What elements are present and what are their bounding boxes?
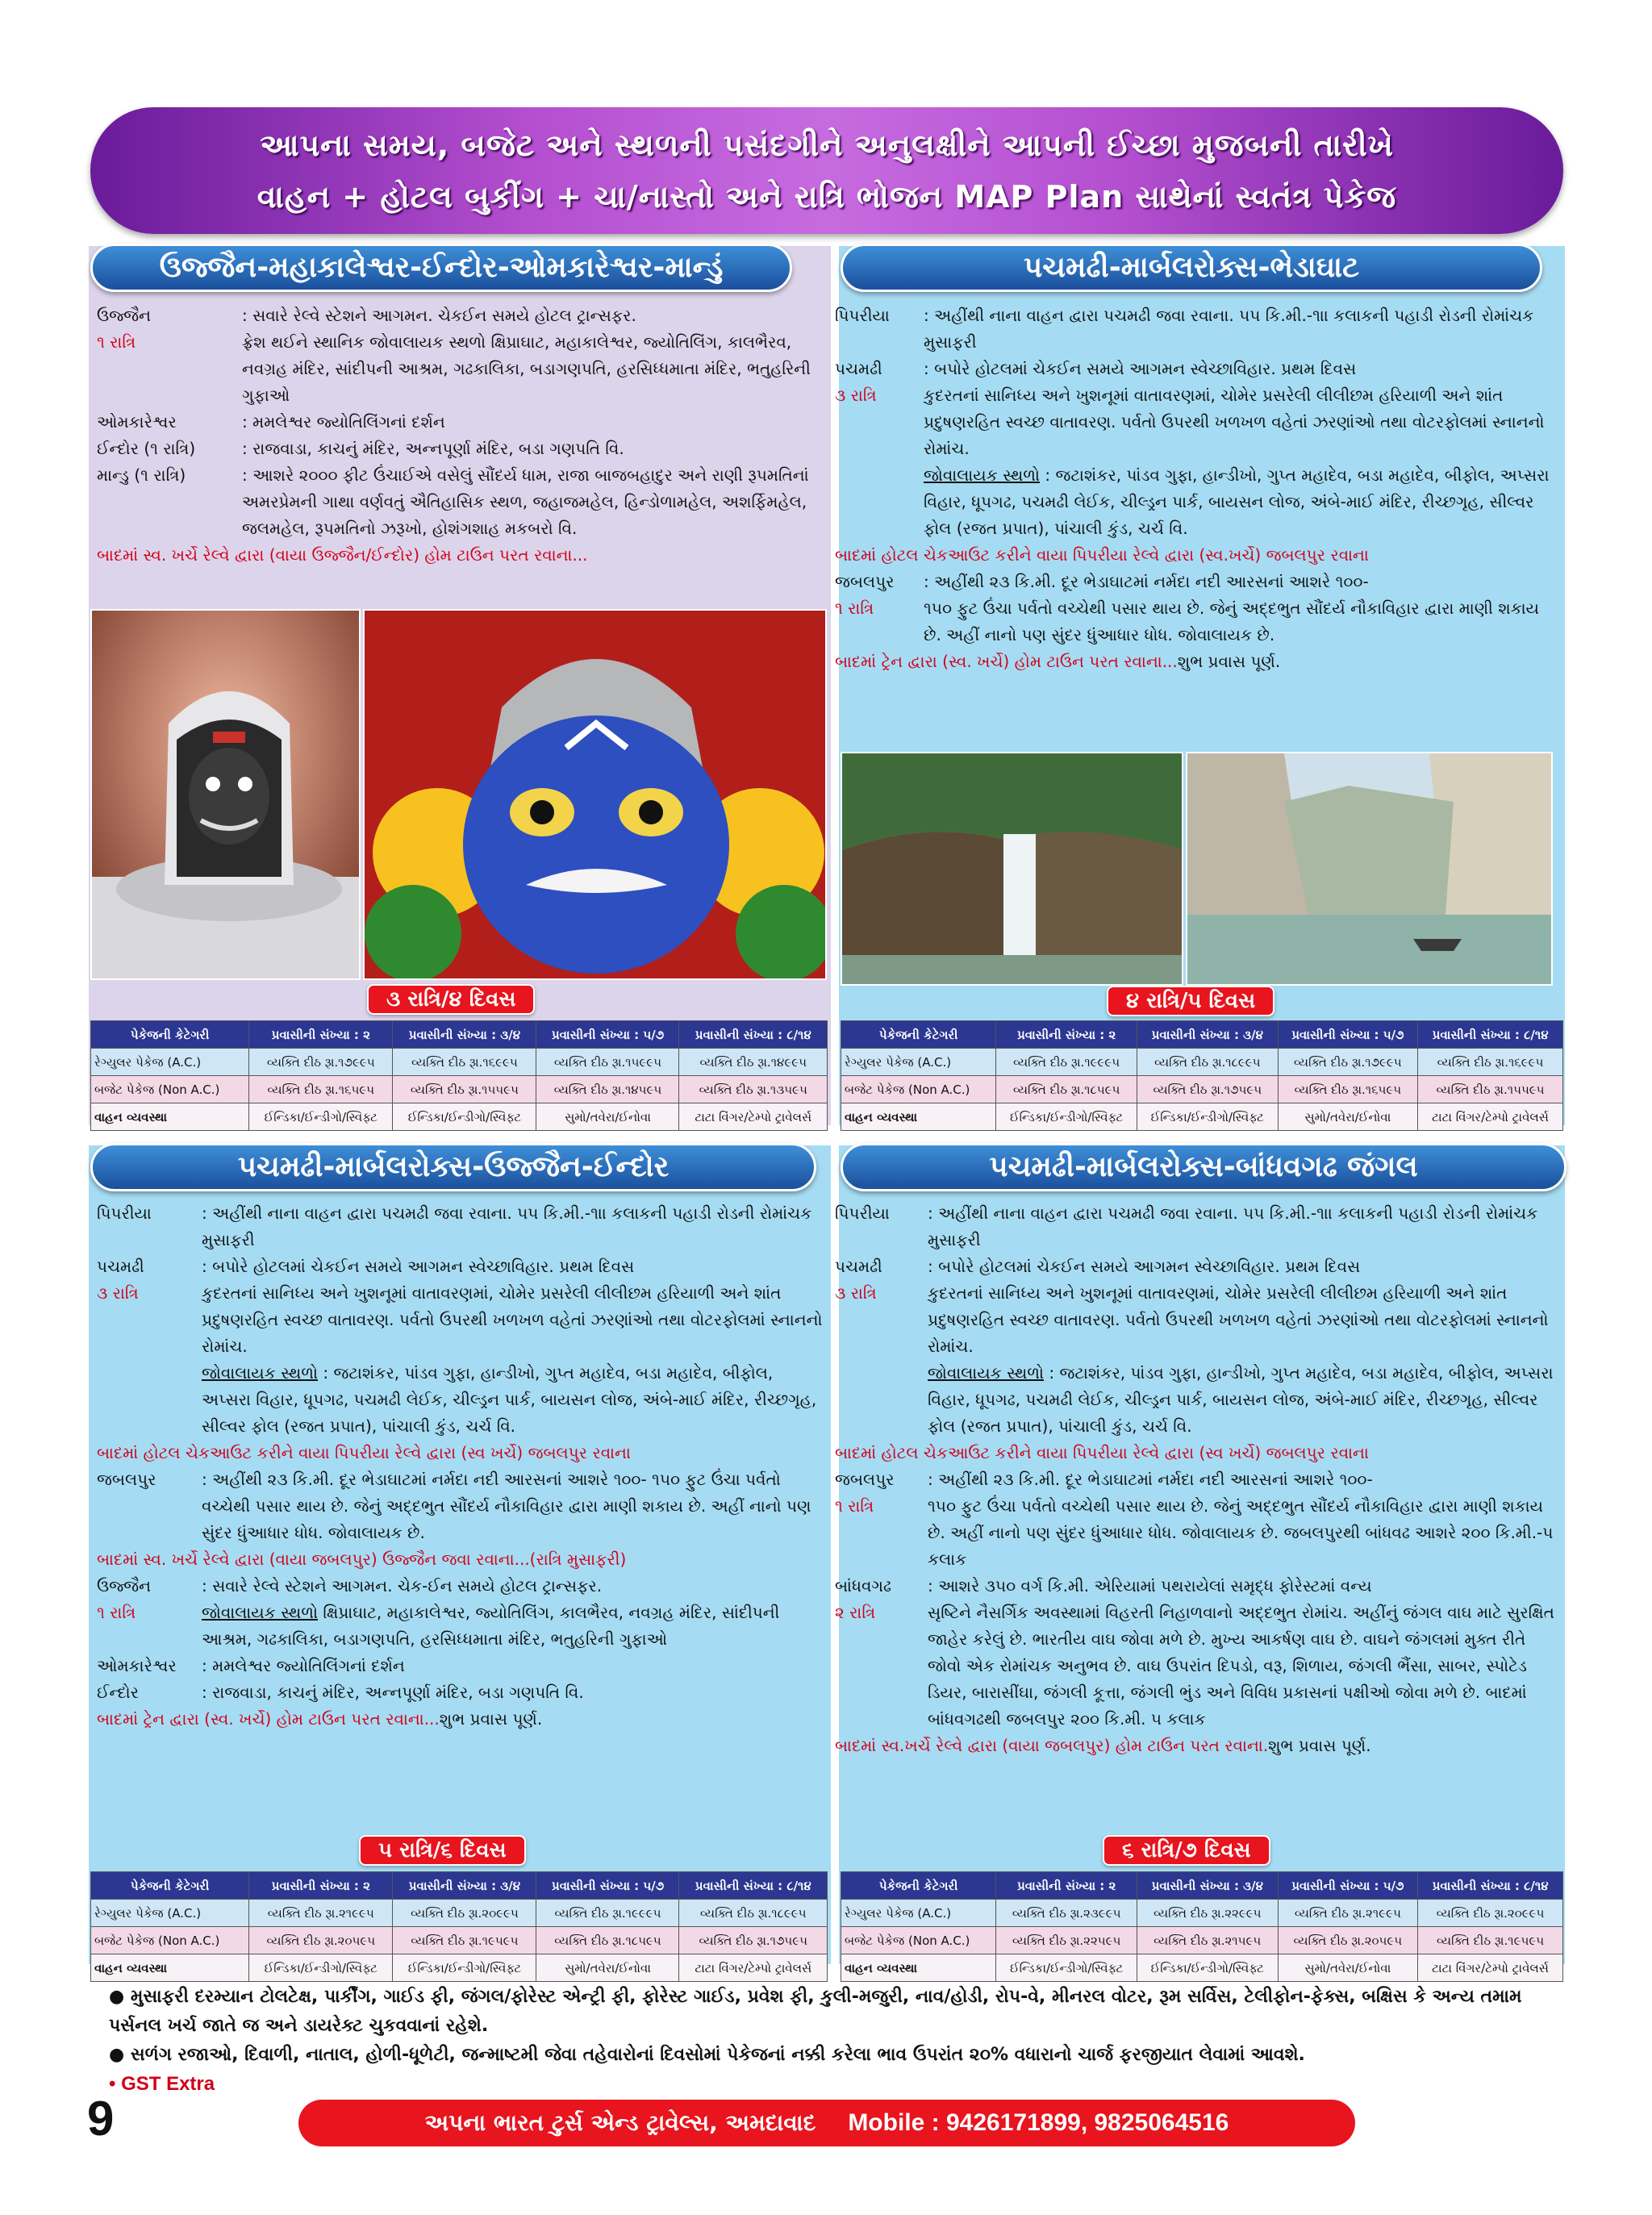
itin-text: સૃષ્ટિને નૈસર્ગિક અવસ્થામાં વિહરતી નિહાળવાનો અદ્દભુત રોમાંચ. અહીંનું જંગલ વાઘ માટે સુરક્ષિત જાહેર કરેલું છે. ભારતીય વાઘ જોવા મળે છે. મુખ્ય આકર્ષણ વાઘ છે. વાઘને જંગલમાં મુક્ત રીતે જોવો એક રોમાંચક અનુભવ છે. વાઘ ઉપરાંત દિપડો, વરૂ, શિળાય, જંગલી ભૈંસા, સાબર, સ્પોટેડ ડિયર, બારાસીંઘા, જંગલી કૂત્તા, જંગલી ભુંડ અને વિવિધ પ્રકાસનાં પક્ષીઓ જોવા મળે છે. બાદમાં બાંધવગઢથી જબલપુર ૨૦૦ કિ.મી. ૫ કલાક xyxy=(928,1603,1554,1729)
package-2-price-table xyxy=(841,1020,1563,1131)
price-cell: વ્યક્તિ દીઠ રૂા.૧૮૯૯૫ xyxy=(1137,1049,1278,1076)
itin-text: : રાજવાડા, કાચનું મંદિર, અન્નપૂર્ણા મંદિર, બડા ગણપતિ વિ. xyxy=(202,1683,584,1702)
terms-notes xyxy=(109,1983,1569,2099)
checkout-note: બાદમાં હોટલ ચેકઆઉટ કરીને વાયા પિપરીયા રેલ્વે દ્વારા (સ્વ ખર્ચે) જબલપુર રવાના xyxy=(835,1443,1369,1462)
itin-text: : રાજવાડા, કાચનું મંદિર, અન્નપૂર્ણા મંદિર, બડા ગણપતિ વિ. xyxy=(242,439,624,458)
row-label: રેગ્યુલર પેકેજ (A.C.) xyxy=(91,1049,249,1076)
return-note: બાદમાં ટ્રેન દ્વારા (સ્વ. ખર્ચે) હોમ ટાઉન પરત રવાના... xyxy=(835,652,1178,671)
price-cell: વ્યક્તિ દીઠ રૂા.૨૧૯૯૫ xyxy=(1278,1900,1418,1927)
row-label: રેગ્યુલર પેકેજ (A.C.) xyxy=(841,1900,996,1927)
price-cell: વ્યક્તિ દીઠ રૂા.૧૩૫૯૫ xyxy=(679,1076,828,1103)
table-row xyxy=(841,1103,1563,1131)
transfer-note: બાદમાં સ્વ. ખર્ચે રેલ્વે દ્વારા (વાયા જબલપુર) ઉજ્જૈન જવા રવાના...(રાત્રિ મુસાફરી) xyxy=(97,1550,627,1569)
package-3-price-table xyxy=(90,1871,828,1982)
vehicle-cell: ઈન્ડિકા/ઈન્ડીગો/સ્વિફ્ટ xyxy=(393,1103,536,1131)
itin-label: જબલપુર xyxy=(97,1470,156,1489)
return-note-end: શુભ પ્રવાસ પૂર્ણ. xyxy=(1268,1736,1371,1755)
vehicle-cell: ઈન્ડિકા/ઈન્ડીગો/સ્વિફ્ટ xyxy=(1137,1103,1278,1131)
vehicle-cell: ટાટા વિંગર/ટેમ્પો ટ્રાવેલર્સ xyxy=(1418,1103,1563,1131)
itin-text: : અહીંથી ૨૩ કિ.મી. દૂર ભેડાઘાટમાં નર્મદા નદી આરસનાં આશરે ૧૦૦- xyxy=(928,1470,1373,1489)
footer-contact-bar xyxy=(298,2100,1355,2146)
price-cell: વ્યક્તિ દીઠ રૂા.૧૬૫૯૫ xyxy=(1278,1076,1418,1103)
itin-label xyxy=(97,1360,202,1440)
header-cell: પેકેજની કેટેગરી xyxy=(91,1872,249,1900)
mahakaleshwar-lingam-photo xyxy=(90,609,361,980)
row-label: વાહન વ્યવસ્થા xyxy=(91,1103,249,1131)
header-cell: પ્રવાસીની સંખ્યા : ૨ xyxy=(249,1021,393,1049)
header-cell: પ્રવાસીની સંખ્યા : ૨ xyxy=(249,1872,393,1900)
itin-text: : જટાશંકર, પાંડવ ગુફા, હાન્ડીખો, ગુપ્ત મહાદેવ, બડા મહાદેવ, બીફોલ, અપ્સરા વિહાર, ધૂપગઢ, પચમઢી લેઈક, ચીલ્ડ્રન પાર્ક, બાયસન લોજ, અંબે-માઈ મંદિર, રીચ્છગૃહ, સીલ્વર ફોલ (રજત પ્રપાત), પાંચાલી કુંડ, ચર્ચ વિ. xyxy=(928,1363,1554,1436)
table-header-row xyxy=(91,1872,828,1900)
itin-label: માન્ડુ (૧ રાત્રિ) xyxy=(97,465,186,485)
vehicle-cell: ઈન્ડિકા/ઈન્ડીગો/સ્વિફ્ટ xyxy=(393,1954,536,1982)
header-cell: પ્રવાસીની સંખ્યા : ૫/૭ xyxy=(536,1872,679,1900)
itin-text: ૧૫૦ ફુટ ઉંચા પર્વતો વચ્ચેથી પસાર થાય છે. જેનું અદ્દભુત સૌંદર્ય નૌકાવિહાર દ્વારા માણી શકાય છે. અહીં નાનો પણ સુંદર ધુંઆધાર ધોધ. જોવાલાયક છે. xyxy=(924,599,1540,644)
kalbhairav-face-photo xyxy=(363,609,827,980)
itin-label: જબલપુર xyxy=(835,1470,895,1489)
package-4-title: પચમઢી-માર્બલરોક્સ-બાંધવગઢ જંગલ xyxy=(841,1143,1566,1191)
price-cell: વ્યક્તિ દીઠ રૂા.૨૧૫૯૫ xyxy=(1137,1927,1278,1954)
return-note: બાદમાં ટ્રેન દ્વારા (સ્વ. ખર્ચે) હોમ ટાઉન પરત રવાના... xyxy=(97,1709,440,1729)
row-label: બજેટ પેકેજ (Non A.C.) xyxy=(91,1927,249,1954)
itin-label: ૧ રાત્રિ xyxy=(97,332,136,352)
header-cell: પ્રવાસીની સંખ્યા : ૮/૧૪ xyxy=(679,1872,828,1900)
itin-label: પિપરીયા xyxy=(97,1203,152,1223)
price-cell: વ્યક્તિ દીઠ રૂા.૨૨૫૯૫ xyxy=(996,1927,1137,1954)
checkout-note: બાદમાં હોટલ ચેકઆઉટ કરીને વાયા પિપરીયા રેલ્વે દ્વારા (સ્વ.ખર્ચે) જબલપુર રવાના xyxy=(835,545,1369,565)
itin-text: ૧૫૦ ફુટ ઉંચા પર્વતો વચ્ચેથી પસાર થાય છે. જેનું અદ્દભુત સૌંદર્ય નૌકાવિહાર દ્વારા માણી શકાય છે. અહીં નાનો પણ સુંદર ધુંઆધાર ધોધ. જોવાલાયક છે. જબલપુરથી બાંધવઢ આશરે ૨૦૦ કિ.મી.-૫ કલાક xyxy=(928,1496,1554,1569)
company-name: અપના ભારત ટુર્સ એન્ડ ટ્રાવેલ્સ, અમદાવાદ xyxy=(424,2109,816,2136)
vehicle-cell: ઈન્ડિકા/ઈન્ડીગો/સ્વિફ્ટ xyxy=(249,1103,393,1131)
sightseeing-heading: જોવાલાયક સ્થળો xyxy=(202,1363,318,1383)
row-label: બજેટ પેકેજ (Non A.C.) xyxy=(841,1076,996,1103)
itin-label xyxy=(835,462,924,542)
header-cell: પેકેજની કેટેગરી xyxy=(91,1021,249,1049)
price-cell: વ્યક્તિ દીઠ રૂા.૧૫૫૯૫ xyxy=(1418,1076,1563,1103)
table-header-row xyxy=(841,1021,1563,1049)
row-label: બજેટ પેકેજ (Non A.C.) xyxy=(91,1076,249,1103)
itin-text: : અહીંથી ૨૩ કિ.મી. દૂર ભેડાઘાટમાં નર્મદા નદી આરસનાં આશરે ૧૦૦- xyxy=(924,572,1369,591)
itin-label xyxy=(835,1360,928,1440)
package-4-price-table xyxy=(841,1871,1563,1982)
row-label: વાહન વ્યવસ્થા xyxy=(841,1103,996,1131)
table-row xyxy=(91,1076,828,1103)
itin-label: ઓમકારેશ્વર xyxy=(97,412,177,432)
table-row xyxy=(841,1049,1563,1076)
header-cell: પ્રવાસીની સંખ્યા : ૮/૧૪ xyxy=(1418,1021,1563,1049)
table-row xyxy=(91,1900,828,1927)
table-row xyxy=(91,1954,828,1982)
itin-label: ઉજ્જૈન xyxy=(97,306,152,325)
vehicle-cell: ઈન્ડિકા/ઈન્ડીગો/સ્વિફ્ટ xyxy=(1137,1954,1278,1982)
price-cell: વ્યક્તિ દીઠ રૂા.૧૫૯૯૫ xyxy=(536,1049,679,1076)
itin-label: ૧ રાત્રિ xyxy=(835,599,874,618)
vehicle-cell: ઈન્ડિકા/ઈન્ડીગો/સ્વિફ્ટ xyxy=(996,1954,1137,1982)
banner-line-2: વાહન + હોટલ બુકીંગ + ચા/નાસ્તો અને રાત્રિ ભોજન MAP Plan સાથેનાં સ્વતંત્ર પેકેજ xyxy=(257,178,1397,215)
package-4-duration: ૬ રાત્રિ/૭ દિવસ xyxy=(1103,1835,1270,1866)
vehicle-cell: ટાટા વિંગર/ટેમ્પો ટ્રાવેલર્સ xyxy=(1418,1954,1563,1982)
row-label: રેગ્યુલર પેકેજ (A.C.) xyxy=(841,1049,996,1076)
price-cell: વ્યક્તિ દીઠ રૂા.૨૦૯૯૫ xyxy=(1418,1900,1563,1927)
header-cell: પ્રવાસીની સંખ્યા : ૩/૪ xyxy=(393,1872,536,1900)
header-cell: પ્રવાસીની સંખ્યા : ૩/૪ xyxy=(1137,1872,1278,1900)
price-cell: વ્યક્તિ દીઠ રૂા.૧૯૫૯૫ xyxy=(1418,1927,1563,1954)
row-label: વાહન વ્યવસ્થા xyxy=(91,1954,249,1982)
package-1-duration: ૩ રાત્રિ/૪ દિવસ xyxy=(367,984,535,1015)
table-row xyxy=(841,1927,1563,1954)
return-note-end: શુભ પ્રવાસ પૂર્ણ. xyxy=(439,1709,543,1729)
itin-text: ફ્રેશ થઈને સ્થાનિક જોવાલાયક સ્થળો ક્ષિપ્રાઘાટ, મહાકાલેશ્વર, જ્યોતિલિંગ, કાલભૈરવ, નવગ્રહ મંદિર, સાંદીપની આશ્રમ, ગઢકાલિકા, બડાગણપતિ, હરસિધ્ધમાતા મંદિર, ભતુહરિની ગુફાઓ xyxy=(242,332,811,405)
table-row xyxy=(91,1049,828,1076)
sightseeing-heading: જોવાલાયક સ્થળો xyxy=(202,1603,318,1622)
header-cell: પેકેજની કેટેગરી xyxy=(841,1872,996,1900)
table-row xyxy=(841,1900,1563,1927)
sightseeing-heading: જોવાલાયક સ્થળો xyxy=(928,1363,1044,1383)
price-cell: વ્યક્તિ દીઠ રૂા.૧૭૫૯૫ xyxy=(679,1927,828,1954)
header-cell: પ્રવાસીની સંખ્યા : ૮/૧૪ xyxy=(679,1021,828,1049)
itin-text: : અહીંથી નાના વાહન દ્વારા પચમઢી જવા રવાના. ૫૫ કિ.મી.-૧ાા કલાકની પહાડી રોડની રોમાંચક મુસાફરી xyxy=(924,306,1534,352)
itin-text: : અહીંથી ૨૩ કિ.મી. દૂર ભેડાઘાટમાં નર્મદા નદી આરસનાં આશરે ૧૦૦- ૧૫૦ ફુટ ઉંચા પર્વતો વચ્ચેથી પસાર થાય છે. જેનું અદ્દભુત સૌંદર્ય નૌકાવિહાર દ્વારા માણી શકાય છે. અહીં નાનો પણ સુંદર ધુંઆધાર ધોધ. જોવાલાયક છે. xyxy=(202,1470,811,1542)
price-cell: વ્યક્તિ દીઠ રૂા.૨૩૯૯૫ xyxy=(996,1900,1137,1927)
itin-text: કુદરતનાં સાનિધ્ય અને ખુશનૂમાં વાતાવરણમાં, ચોમેર પ્રસરેલી લીલીછમ હરિયાળી અને શાંત પ્રદુષણરહિત સ્વચ્છ વાતાવરણ. પર્વતો ઉપરથી ખળખળ વહેતાં ઝરણાંઓ તથા વોટરફોલમાં સ્નાનનો રોમાંચ. xyxy=(202,1283,823,1356)
note-gst: • GST Extra xyxy=(109,2073,215,2095)
table-row xyxy=(841,1954,1563,1982)
itin-label: ૩ રાત્રિ xyxy=(835,386,877,405)
price-cell: વ્યક્તિ દીઠ રૂા.૧૬૯૯૫ xyxy=(1418,1049,1563,1076)
price-cell: વ્યક્તિ દીઠ રૂા.૧૮૯૯૫ xyxy=(679,1900,828,1927)
waterfall-photo xyxy=(841,752,1183,986)
itin-text: : બપોરે હોટલમાં ચેકઈન સમયે આગમન સ્વેચ્છાવિહાર. પ્રથમ દિવસ xyxy=(928,1257,1361,1276)
itin-text: : બપોરે હોટલમાં ચેકઈન સમયે આગમન સ્વેચ્છાવિહાર. પ્રથમ દિવસ xyxy=(924,359,1357,378)
price-cell: વ્યક્તિ દીઠ રૂા.૧૭૯૯૫ xyxy=(249,1049,393,1076)
itin-label: ઈન્દોર (૧ રાત્રિ) xyxy=(97,439,196,458)
package-1-title: ઉજ્જૈન-મહાકાલેશ્વર-ઈન્દોર-ઓમકારેશ્વર-માન્ડું xyxy=(90,244,792,292)
price-cell: વ્યક્તિ દીઠ રૂા.૨૦૯૯૫ xyxy=(393,1900,536,1927)
header-cell: પ્રવાસીની સંખ્યા : ૩/૪ xyxy=(393,1021,536,1049)
itin-label: ઉજ્જૈન xyxy=(97,1576,152,1596)
header-cell: પેકેજની કેટેગરી xyxy=(841,1021,996,1049)
price-cell: વ્યક્તિ દીઠ રૂા.૧૪૯૯૫ xyxy=(679,1049,828,1076)
vehicle-cell: ટાટા વિંગર/ટેમ્પો ટ્રાવેલર્સ xyxy=(679,1954,828,1982)
itin-label: જબલપુર xyxy=(835,572,895,591)
vehicle-cell: સુમો/તવેરા/ઈનોવા xyxy=(536,1103,679,1131)
itin-text: : બપોરે હોટલમાં ચેકઈન સમયે આગમન સ્વેચ્છાવિહાર. પ્રથમ દિવસ xyxy=(202,1257,635,1276)
itin-text: : સવારે રેલ્વે સ્ટેશને આગમન. ચેક-ઈન સમયે હોટલ ટ્રાન્સફર. xyxy=(202,1576,603,1596)
itin-label: પિપરીયા xyxy=(835,1203,890,1223)
vehicle-cell: સુમો/તવેરા/ઈનોવા xyxy=(1278,1954,1418,1982)
header-cell: પ્રવાસીની સંખ્યા : ૮/૧૪ xyxy=(1418,1872,1563,1900)
header-cell: પ્રવાસીની સંખ્યા : ૨ xyxy=(996,1021,1137,1049)
row-label: વાહન વ્યવસ્થા xyxy=(841,1954,996,1982)
vehicle-cell: સુમો/તવેરા/ઈનોવા xyxy=(536,1954,679,1982)
row-label: રેગ્યુલર પેકેજ (A.C.) xyxy=(91,1900,249,1927)
package-2-itinerary xyxy=(835,302,1561,675)
itin-label: ૧ રાત્રિ xyxy=(97,1603,136,1622)
table-row xyxy=(91,1927,828,1954)
price-cell: વ્યક્તિ દીઠ રૂા.૨૦૫૯૫ xyxy=(249,1927,393,1954)
header-cell: પ્રવાસીની સંખ્યા : ૫/૭ xyxy=(1278,1872,1418,1900)
itin-label: પચમઢી xyxy=(97,1257,144,1276)
header-cell: પ્રવાસીની સંખ્યા : ૨ xyxy=(996,1872,1137,1900)
itin-label: ઓમકારેશ્વર xyxy=(97,1656,177,1675)
table-row xyxy=(91,1103,828,1131)
vehicle-cell: ઈન્ડિકા/ઈન્ડીગો/સ્વિફ્ટ xyxy=(996,1103,1137,1131)
itin-label: બાંધવગઢ xyxy=(835,1576,891,1596)
package-3-itinerary xyxy=(97,1200,823,1733)
price-cell: વ્યક્તિ દીઠ રૂા.૧૮૫૯૫ xyxy=(536,1927,679,1954)
header-banner xyxy=(90,107,1563,234)
price-cell: વ્યક્તિ દીઠ રૂા.૧૫૫૯૫ xyxy=(393,1076,536,1103)
itin-text: : આશરે ૨૦૦૦ ફીટ ઉંચાઈએ વસેલું સૌંદર્ય ધામ, રાજા બાજબહાદુર અને રાણી રૂપમતિનાં અમરપ્રેમની ગાથા વર્ણવતું ઐતિહાસિક સ્થળ, જહાજમહેલ, હિન્ડોળામહેલ, અશર્ફિમહેલ, જલમહેલ, રૂપમતિનો ઝરૂખો, હોશંગશાહ મકબરો વિ. xyxy=(242,465,809,538)
itin-text: : મમલેશ્વર જ્યોતિલિંગનાં દર્શન xyxy=(242,412,445,432)
package-2-duration: ૪ રાત્રિ/૫ દિવસ xyxy=(1107,986,1274,1016)
price-cell: વ્યક્તિ દીઠ રૂા.૧૭૯૯૫ xyxy=(1278,1049,1418,1076)
page-number: 9 xyxy=(87,2092,115,2146)
itin-text: : જટાશંકર, પાંડવ ગુફા, હાન્ડીખો, ગુપ્ત મહાદેવ, બડા મહાદેવ, બીફોલ, અપ્સરા વિહાર, ધૂપગઢ, પચમઢી લેઈક, ચીલ્ડ્રન પાર્ક, બાયસન લોજ, અંબે-માઈ મંદિર, રીચ્છગૃહ, સીલ્વર ફોલ (રજત પ્રપાત), પાંચાલી કુંડ, ચર્ચ વિ. xyxy=(924,465,1550,538)
price-cell: વ્યક્તિ દીઠ રૂા.૧૯૫૯૫ xyxy=(393,1927,536,1954)
vehicle-cell: ઈન્ડિકા/ઈન્ડીગો/સ્વિફ્ટ xyxy=(249,1954,393,1982)
marble-rocks-photo xyxy=(1186,752,1553,986)
vehicle-cell: ટાટા વિંગર/ટેમ્પો ટ્રાવેલર્સ xyxy=(679,1103,828,1131)
checkout-note: બાદમાં હોટલ ચેકઆઉટ કરીને વાયા પિપરીયા રેલ્વે દ્વારા (સ્વ ખર્ચે) જબલપુર રવાના xyxy=(97,1443,631,1462)
itin-label: ૨ રાત્રિ xyxy=(835,1603,876,1622)
price-cell: વ્યક્તિ દીઠ રૂા.૧૮૫૯૫ xyxy=(996,1076,1137,1103)
itin-label: ઈન્દોર xyxy=(97,1683,139,1702)
sightseeing-heading: જોવાલાયક સ્થળો xyxy=(924,465,1040,485)
itin-text: : અહીંથી નાના વાહન દ્વારા પચમઢી જવા રવાના. ૫૫ કિ.મી.-૧ાા કલાકની પહાડી રોડની રોમાંચક મુસાફરી xyxy=(928,1203,1538,1249)
header-cell: પ્રવાસીની સંખ્યા : ૫/૭ xyxy=(1278,1021,1418,1049)
return-note-end: શુભ પ્રવાસ પૂર્ણ. xyxy=(1177,652,1281,671)
itin-text: : મમલેશ્વર જ્યોતિલિંગનાં દર્શન xyxy=(202,1656,405,1675)
itin-label: પચમઢી xyxy=(835,1257,882,1276)
price-cell: વ્યક્તિ દીઠ રૂા.૨૨૯૯૫ xyxy=(1137,1900,1278,1927)
itin-text: કુદરતનાં સાનિધ્ય અને ખુશનૂમાં વાતાવરણમાં, ચોમેર પ્રસરેલી લીલીછમ હરિયાળી અને શાંત પ્રદુષણરહિત સ્વચ્છ વાતાવરણ. પર્વતો ઉપરથી ખળખળ વહેતાં ઝરણાંઓ તથા વોટરફોલમાં સ્નાનનો રોમાંચ. xyxy=(924,386,1545,458)
itin-label: ૩ રાત્રિ xyxy=(97,1283,139,1303)
price-cell: વ્યક્તિ દીઠ રૂા.૧૬૫૯૫ xyxy=(249,1076,393,1103)
header-cell: પ્રવાસીની સંખ્યા : ૫/૭ xyxy=(536,1021,679,1049)
itin-label: પિપરીયા xyxy=(835,306,890,325)
banner-line-1: આપના સમય, બજેટ અને સ્થળની પસંદગીને અનુલક્ષીને આપની ઈચ્છા મુજબની તારીખે xyxy=(260,127,1394,163)
itin-label: પચમઢી xyxy=(835,359,882,378)
package-3-title: પચમઢી-માર્બલરોક્સ-ઉજ્જૈન-ઈન્દોર xyxy=(90,1143,816,1191)
table-row xyxy=(841,1076,1563,1103)
price-cell: વ્યક્તિ દીઠ રૂા.૧૪૫૯૫ xyxy=(536,1076,679,1103)
price-cell: વ્યક્તિ દીઠ રૂા.૨૧૯૯૫ xyxy=(249,1900,393,1927)
mobile-numbers: Mobile : 9426171899, 9825064516 xyxy=(848,2109,1229,2136)
table-header-row xyxy=(91,1021,828,1049)
note-festival-surcharge: ● સળંગ રજાઓ, દિવાળી, નાતાલ, હોળી-ધૂળેટી, જન્માષ્ટમી જેવા તહેવારોનાં દિવસોમાં પેકેજનાં નક્કી કરેલા ભાવ ઉપરાંત ૨૦% વધારાનો ચાર્જ ફરજીયાત લેવામાં આવશે. xyxy=(109,2045,1305,2065)
itin-text: : જટાશંકર, પાંડવ ગુફા, હાન્ડીખો, ગુપ્ત મહાદેવ, બડા મહાદેવ, બીફોલ, અપ્સરા વિહાર, ધૂપગઢ, પચમઢી લેઈક, ચીલ્ડ્રન પાર્ક, બાયસન લોજ, અંબે-માઈ મંદિર, રીચ્છગૃહ, સીલ્વર ફોલ (રજત પ્રપાત), પાંચાલી કુંડ, ચર્ચ વિ. xyxy=(202,1363,817,1436)
note-extra-charges: ● મુસાફરી દરમ્યાન ટોલટેક્ષ, પાર્કીંગ, ગાઈડ ફી, જંગલ/ફોરેસ્ટ એન્ટ્રી ફી, ફોરેસ્ટ ગાઈડ, પ્રવેશ ફી, કુલી-મજુરી, નાવ/હોડી, રોપ-વે, મીનરલ વોટર, રૂમ સર્વિસ, ટેલીફોન-ફેક્સ, બક્ષિસ કે અન્ય તમામ પર્સનલ ખર્ચ જાતે જ અને ડાયરેક્ટ ચુકવવાનાં રહેશે. xyxy=(109,1987,1522,2036)
itin-text: : સવારે રેલ્વે સ્ટેશને આગમન. ચેકઈન સમયે હોટલ ટ્રાન્સફર. xyxy=(242,306,636,325)
package-3-duration: ૫ રાત્રિ/૬ દિવસ xyxy=(359,1835,526,1866)
header-cell: પ્રવાસીની સંખ્યા : ૩/૪ xyxy=(1137,1021,1278,1049)
package-1-itinerary xyxy=(97,302,823,569)
vehicle-cell: સુમો/તવેરા/ઈનોવા xyxy=(1278,1103,1418,1131)
package-1-price-table xyxy=(90,1020,828,1131)
itin-label: ૩ રાત્રિ xyxy=(835,1283,877,1303)
price-cell: વ્યક્તિ દીઠ રૂા.૧૭૫૯૫ xyxy=(1137,1076,1278,1103)
itin-text: કુદરતનાં સાનિધ્ય અને ખુશનૂમાં વાતાવરણમાં, ચોમેર પ્રસરેલી લીલીછમ હરિયાળી અને શાંત પ્રદુષણરહિત સ્વચ્છ વાતાવરણ. પર્વતો ઉપરથી ખળખળ વહેતાં ઝરણાંઓ તથા વોટરફોલમાં સ્નાનનો રોમાંચ. xyxy=(928,1283,1549,1356)
package-4-itinerary xyxy=(835,1200,1561,1759)
itin-text: : આશરે ૩૫૦ વર્ગ કિ.મી. એરિયામાં પથરાયેલાં સમૃદ્ધ ફોરેસ્ટમાં વન્ય xyxy=(928,1576,1372,1596)
price-cell: વ્યક્તિ દીઠ રૂા.૧૯૯૯૫ xyxy=(996,1049,1137,1076)
return-note: બાદમાં સ્વ. ખર્ચે રેલ્વે દ્વારા (વાયા ઉજ્જૈન/ઈન્દોર) હોમ ટાઉન પરત રવાના... xyxy=(97,545,588,565)
itin-text: ક્ષિપ્રાઘાટ, મહાકાલેશ્વર, જ્યોતિલિંગ, કાલભૈરવ, નવગ્રહ મંદિર, સાંદીપની આશ્રમ, ગઢકાલિકા, બડાગણપતિ, હરસિધ્ધમાતા મંદિર, ભતુહરિની ગુફાઓ xyxy=(202,1603,780,1649)
itin-text: : અહીંથી નાના વાહન દ્વારા પચમઢી જવા રવાના. ૫૫ કિ.મી.-૧ાા કલાકની પહાડી રોડની રોમાંચક મુસાફરી xyxy=(202,1203,812,1249)
price-cell: વ્યક્તિ દીઠ રૂા.૧૬૯૯૫ xyxy=(393,1049,536,1076)
price-cell: વ્યક્તિ દીઠ રૂા.૨૦૫૯૫ xyxy=(1278,1927,1418,1954)
package-2-title: પચમઢી-માર્બલરોક્સ-ભેડાઘાટ xyxy=(841,244,1542,292)
row-label: બજેટ પેકેજ (Non A.C.) xyxy=(841,1927,996,1954)
return-note: બાદમાં સ્વ.ખર્ચે રેલ્વે દ્વારા (વાયા જબલપુર) હોમ ટાઉન પરત રવાના. xyxy=(835,1736,1269,1755)
table-header-row xyxy=(841,1872,1563,1900)
itin-label: ૧ રાત્રિ xyxy=(835,1496,874,1516)
price-cell: વ્યક્તિ દીઠ રૂા.૧૯૯૯૫ xyxy=(536,1900,679,1927)
